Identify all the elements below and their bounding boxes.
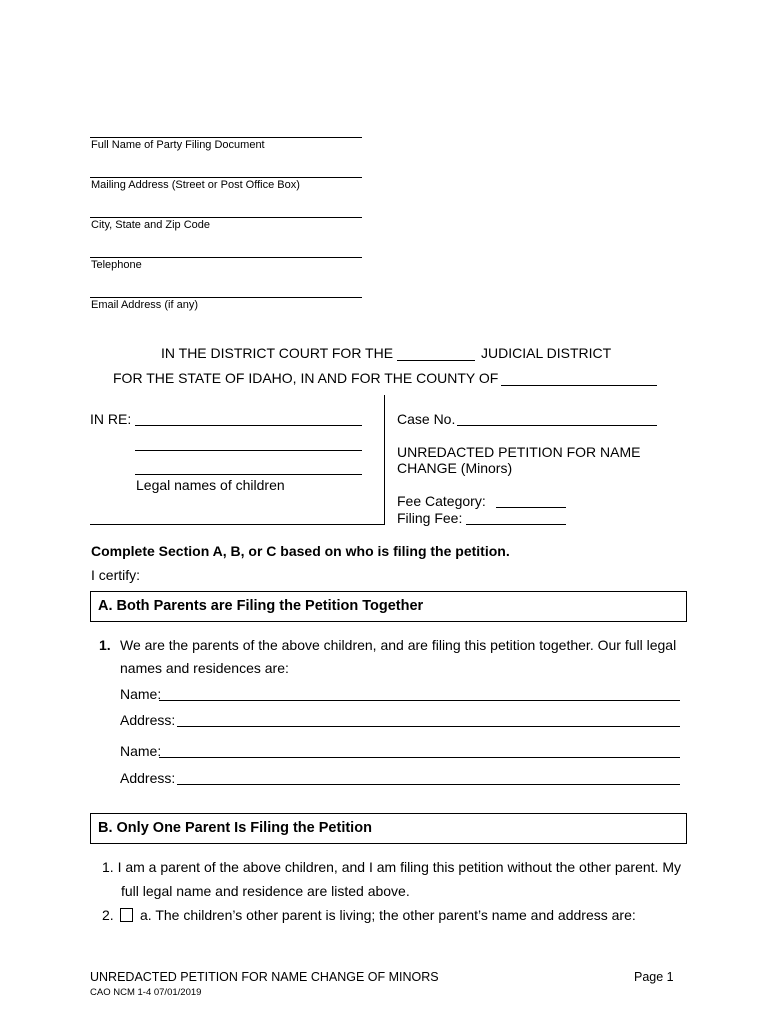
footer-form-code: CAO NCM 1-4 07/01/2019 bbox=[90, 987, 202, 998]
child-name-line-3[interactable] bbox=[135, 474, 362, 475]
telephone-line[interactable] bbox=[90, 257, 362, 258]
filing-fee-line[interactable] bbox=[466, 524, 566, 525]
section-a-item1-line2: names and residences are: bbox=[120, 660, 289, 676]
section-b-item2-number: 2. bbox=[102, 907, 114, 923]
parent2-name-line[interactable] bbox=[159, 757, 680, 758]
parent2-address-label: Address: bbox=[120, 770, 176, 786]
section-b-item1-line2: full legal name and residence are listed above. bbox=[121, 883, 410, 899]
in-re-label: IN RE: bbox=[90, 411, 132, 427]
document-title-line1: UNREDACTED PETITION FOR NAME bbox=[397, 444, 641, 460]
section-b-heading: B. Only One Parent Is Filing the Petition bbox=[98, 820, 372, 836]
county-line[interactable] bbox=[501, 385, 657, 386]
footer-title: UNREDACTED PETITION FOR NAME CHANGE OF MINORS bbox=[90, 970, 439, 984]
caption-divider-vertical bbox=[384, 395, 385, 525]
mailing-address-line[interactable] bbox=[90, 177, 362, 178]
parent2-address-line[interactable] bbox=[177, 784, 680, 785]
mailing-address-label: Mailing Address (Street or Post Office Box) bbox=[91, 179, 300, 191]
parent1-name-line[interactable] bbox=[159, 700, 680, 701]
parent1-address-line[interactable] bbox=[177, 726, 680, 727]
court-line1-prefix: IN THE DISTRICT COURT FOR THE bbox=[161, 345, 394, 361]
child-name-line-2[interactable] bbox=[135, 450, 362, 451]
document-title-line2: CHANGE (Minors) bbox=[397, 460, 513, 476]
footer-page-number: Page 1 bbox=[634, 970, 674, 984]
child-name-line-1[interactable] bbox=[135, 425, 362, 426]
other-parent-living-checkbox[interactable] bbox=[120, 908, 133, 922]
case-number-label: Case No. bbox=[397, 411, 456, 427]
case-number-line[interactable] bbox=[457, 425, 657, 426]
certify-text: I certify: bbox=[91, 567, 141, 583]
section-b-item1-line1: 1. I am a parent of the above children, and I am filing this petition without the other parent. My bbox=[102, 859, 681, 875]
court-line2-prefix: FOR THE STATE OF IDAHO, IN AND FOR THE COUNTY OF bbox=[113, 370, 499, 386]
section-a-heading: A. Both Parents are Filing the Petition Together bbox=[98, 598, 424, 614]
parent1-name-label: Name: bbox=[120, 686, 162, 702]
fee-category-label: Fee Category: bbox=[397, 493, 486, 509]
party-name-label: Full Name of Party Filing Document bbox=[91, 139, 265, 151]
instruction-text: Complete Section A, B, or C based on who is filing the petition. bbox=[91, 543, 510, 559]
section-a-item1-number: 1. bbox=[99, 637, 111, 653]
section-a-item1-line1: We are the parents of the above children, and are filing this petition together. Our full legal bbox=[120, 637, 677, 653]
fee-category-line[interactable] bbox=[496, 507, 566, 508]
caption-divider-bottom bbox=[90, 524, 384, 525]
court-line1-suffix: JUDICIAL DISTRICT bbox=[481, 345, 612, 361]
telephone-label: Telephone bbox=[91, 259, 142, 271]
section-b-item2-text: a. The children’s other parent is living; the other parent’s name and address are: bbox=[140, 907, 636, 923]
party-name-line[interactable] bbox=[90, 137, 362, 138]
children-names-label: Legal names of children bbox=[136, 477, 285, 493]
parent2-name-label: Name: bbox=[120, 743, 162, 759]
filing-fee-label: Filing Fee: bbox=[397, 510, 463, 526]
judicial-district-number-line[interactable] bbox=[397, 360, 475, 361]
city-state-zip-line[interactable] bbox=[90, 217, 362, 218]
city-state-zip-label: City, State and Zip Code bbox=[91, 219, 211, 231]
email-label: Email Address (if any) bbox=[91, 299, 198, 311]
email-line[interactable] bbox=[90, 297, 362, 298]
parent1-address-label: Address: bbox=[120, 712, 176, 728]
